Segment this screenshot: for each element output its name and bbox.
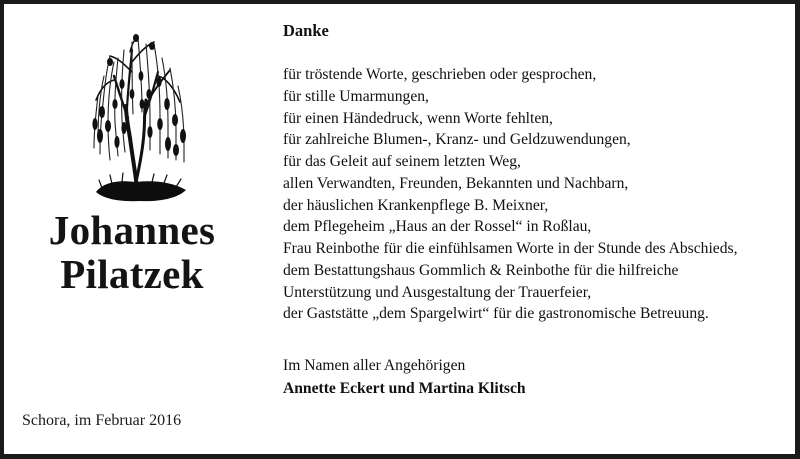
notice-heading: Danke [283,21,329,40]
signoff: Im Namen aller Angehörigen [283,357,466,374]
deceased-name [14,208,250,296]
thanks-list [283,64,737,325]
thanks-line: für zahlreiche Blumen-, Kranz- und Geldzuwendungen, [283,131,631,149]
thanks-line: für stille Umarmungen, [283,87,429,105]
weeping-willow-icon [88,32,192,204]
deceased-first-name: Johannes [48,207,216,253]
deceased-last-name: Pilatzek [60,251,204,297]
thanks-line: für tröstende Worte, geschrieben oder gesprochen, [283,66,597,83]
thanks-line: Frau Reinbothe für die einfühlsamen Worte in der Stunde des Abschieds, [283,240,738,257]
thanks-line: dem Pflegeheim „Haus an der Rossel“ in Roßlau, [283,218,592,236]
thanks-line: dem Bestattungshaus Gommlich & Reinbothe für die hilfreiche [283,261,679,279]
signatories: Annette Eckert und Martina Klitsch [283,380,526,397]
thanks-line: für das Geleit auf seinem letzten Weg, [283,153,521,170]
thanks-line: allen Verwandten, Freunden, Bekannten und Nachbarn, [283,174,629,192]
place-date: Schora, im Februar 2016 [22,412,182,429]
thanks-line: der Gaststätte „dem Spargelwirt“ für die gastronomische Betreuung. [283,305,709,323]
thanks-line: der häuslichen Krankenpflege B. Meixner, [283,196,549,214]
thanks-line: Unterstützung und Ausgestaltung der Trauerfeier, [283,283,592,301]
thanks-line: für einen Händedruck, wenn Worte fehlten, [283,109,553,127]
